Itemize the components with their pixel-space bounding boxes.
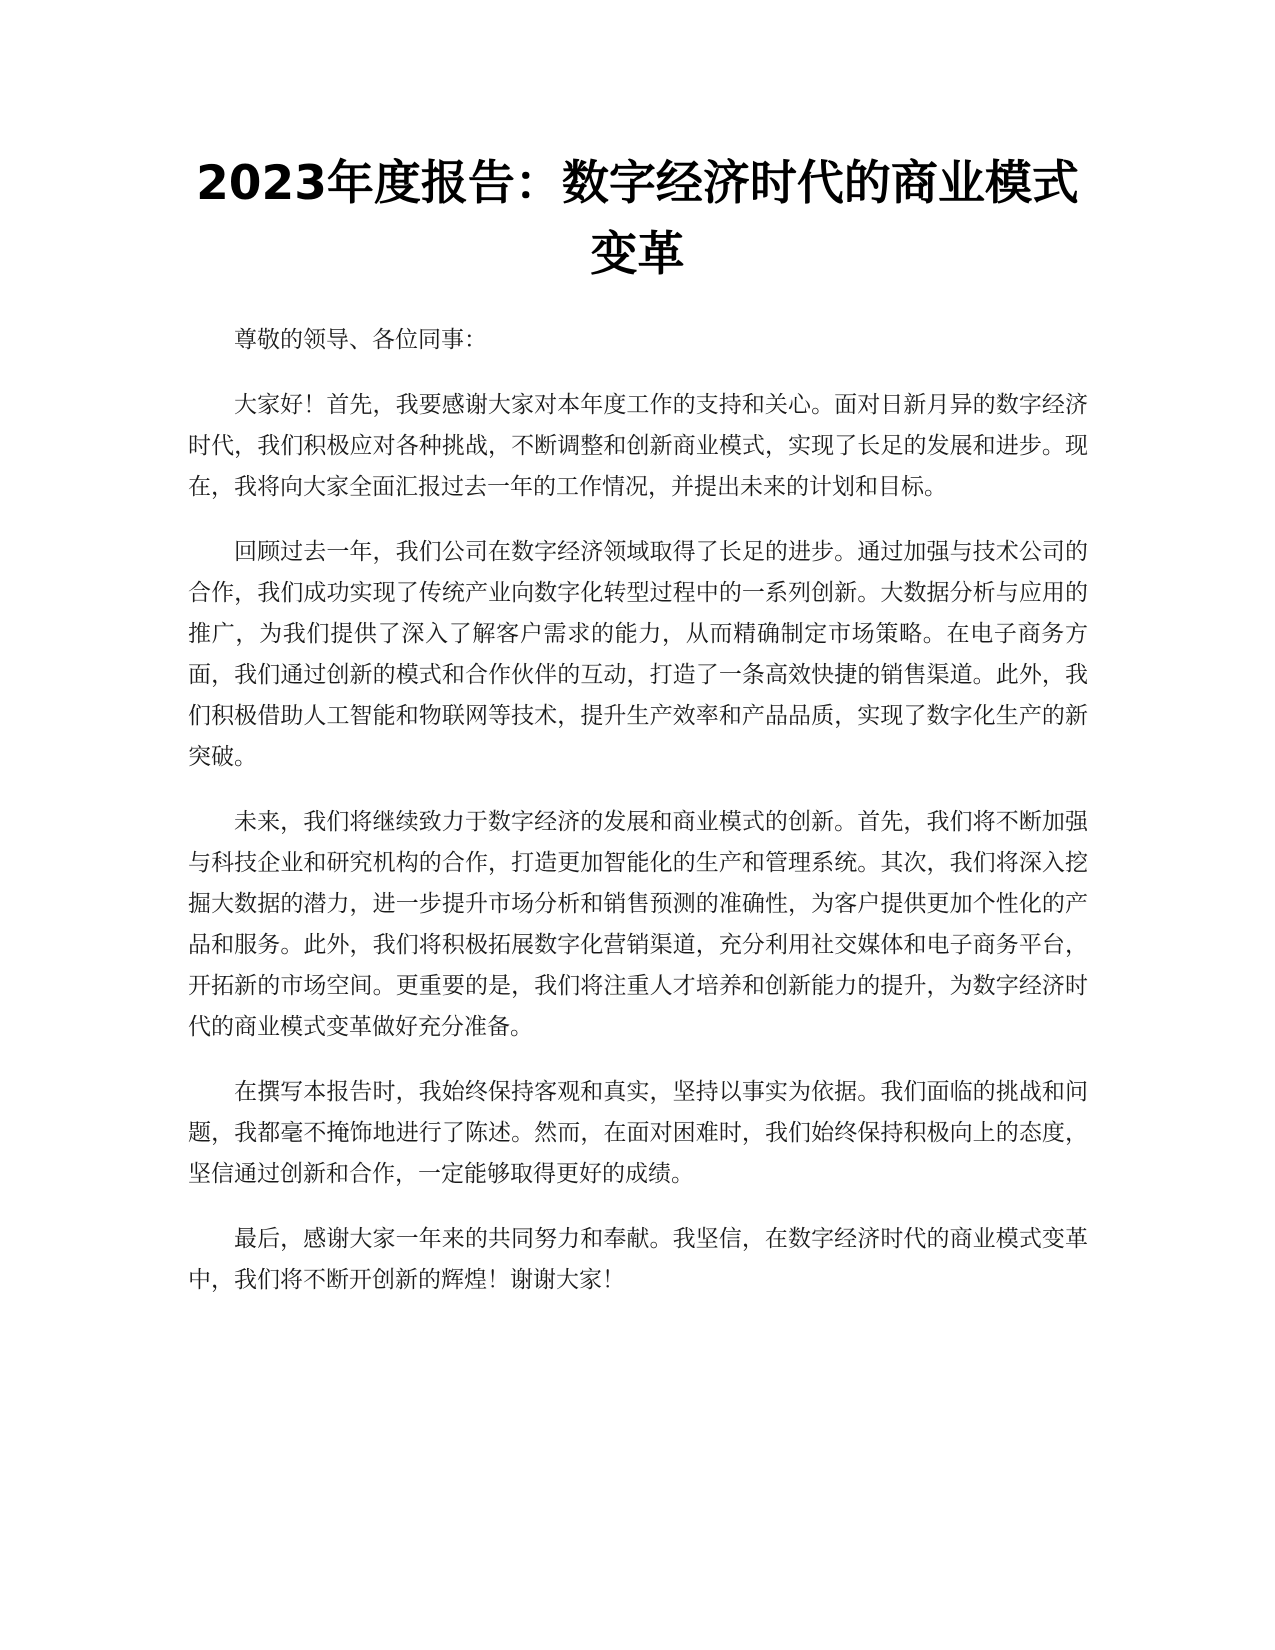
document-title: 2023年度报告：数字经济时代的商业模式变革	[196, 156, 1079, 282]
review-paragraph: 回顾过去一年，我们公司在数字经济领域取得了长足的进步。通过加强与技术公司的合作，我们成功实现了传统产业向数字化转型过程中的一系列创新。大数据分析与应用的推广，为我们提供了深入了解客户需求的能力，从而精确制定市场策略。在电子商务方面，我们通过创新的模式和合作伙伴的互动，打造了一条高效快捷的销售渠道。此外，我们积极借助人工智能和物联网等技术，提升生产效率和产品品质，实现了数字化生产的新突破。	[188, 539, 1088, 770]
closing-paragraph: 最后，感谢大家一年来的共同努力和奉献。我坚信，在数字经济时代的商业模式变革中，我们将不断开创新的辉煌！谢谢大家！	[188, 1226, 1088, 1293]
greeting-paragraph: 尊敬的领导、各位同事：	[234, 327, 487, 353]
document-body	[188, 320, 1088, 1325]
statement-paragraph: 在撰写本报告时，我始终保持客观和真实，坚持以事实为依据。我们面临的挑战和问题，我都毫不掩饰地进行了陈述。然而，在面对困难时，我们始终保持积极向上的态度，坚信通过创新和合作，一定能够取得更好的成绩。	[188, 1079, 1088, 1187]
future-plans-paragraph: 未来，我们将继续致力于数字经济的发展和商业模式的创新。首先，我们将不断加强与科技企业和研究机构的合作，打造更加智能化的生产和管理系统。其次，我们将深入挖掘大数据的潜力，进一步提升市场分析和销售预测的准确性，为客户提供更加个性化的产品和服务。此外，我们将积极拓展数字化营销渠道，充分利用社交媒体和电子商务平台，开拓新的市场空间。更重要的是，我们将注重人才培养和创新能力的提升，为数字经济时代的商业模式变革做好充分准备。	[188, 809, 1088, 1040]
intro-paragraph: 大家好！首先，我要感谢大家对本年度工作的支持和关心。面对日新月异的数字经济时代，我们积极应对各种挑战，不断调整和创新商业模式，实现了长足的发展和进步。现在，我将向大家全面汇报过去一年的工作情况，并提出未来的计划和目标。	[188, 392, 1088, 500]
